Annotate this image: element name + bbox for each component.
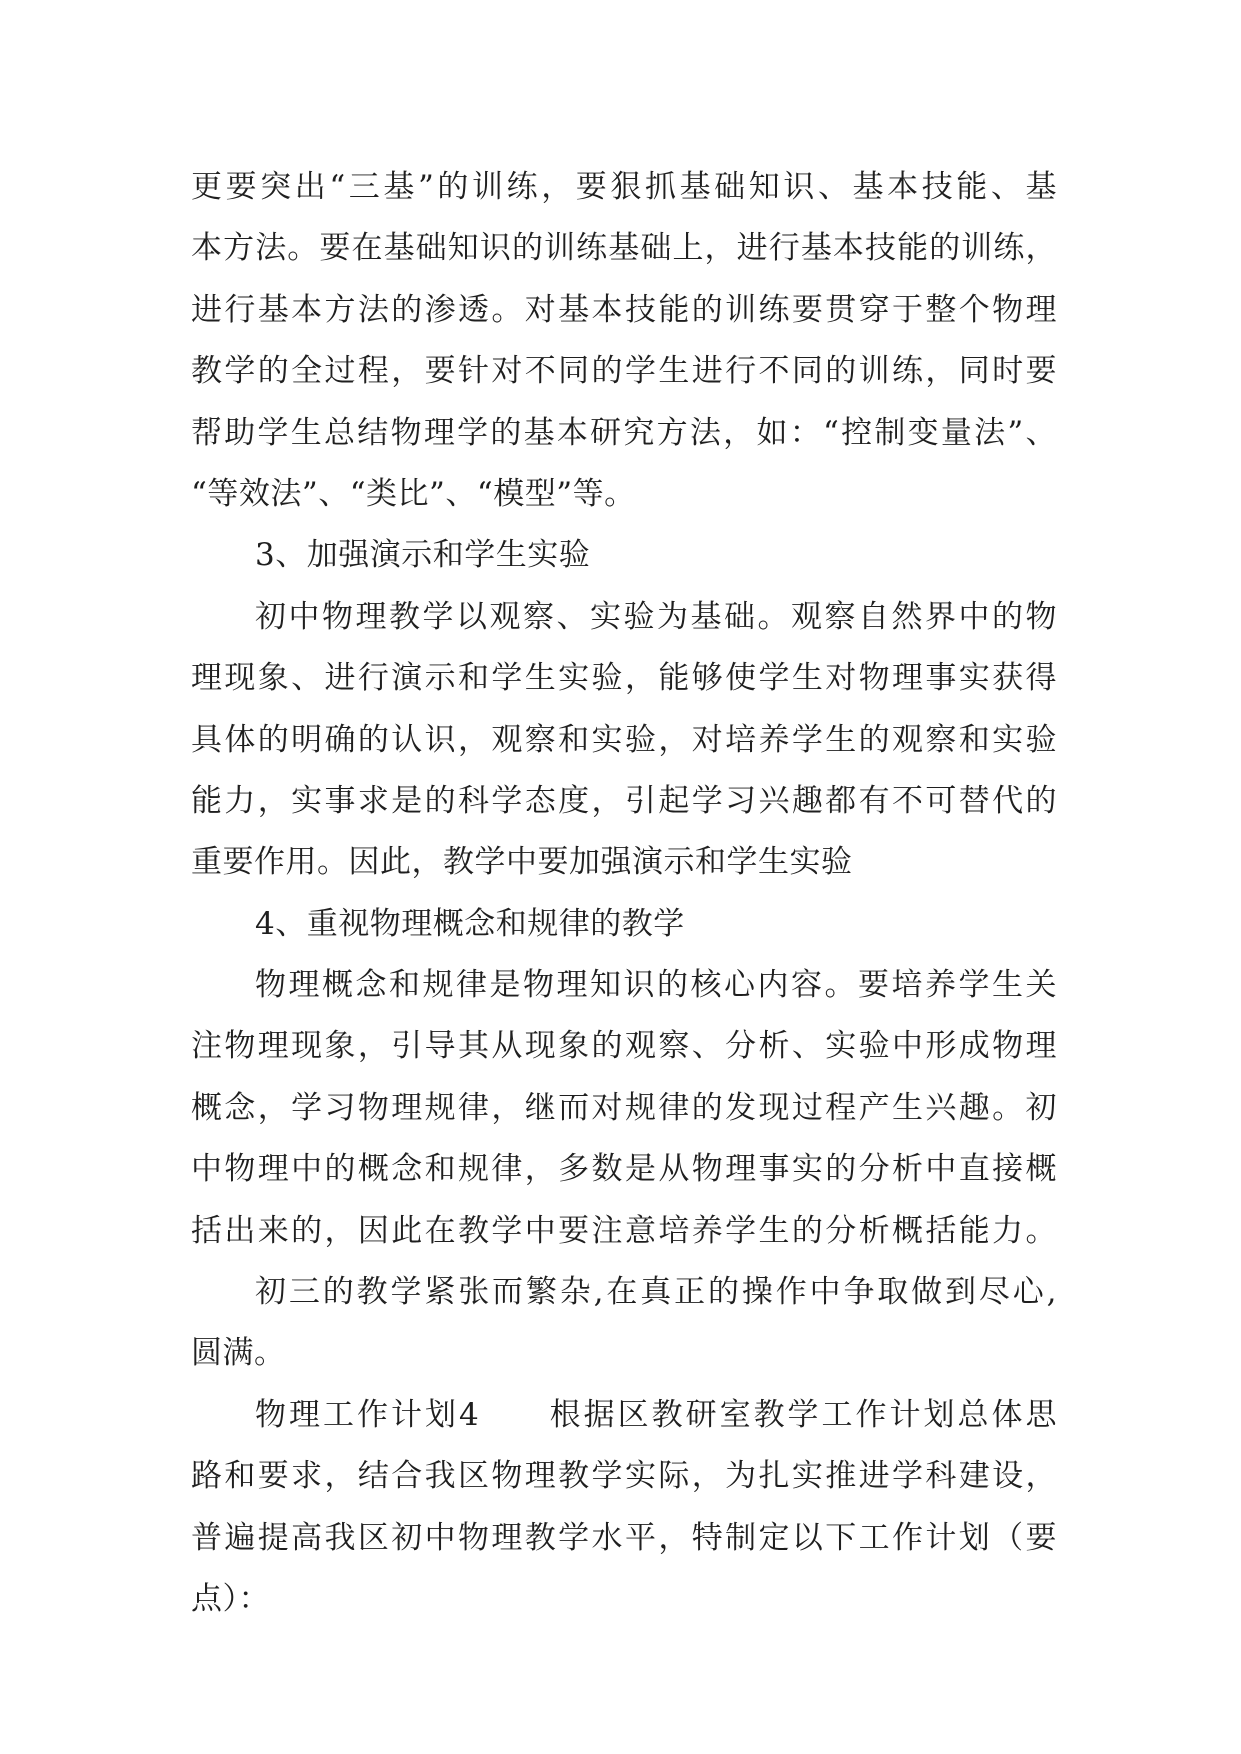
text-line: 点）： [191,1580,270,1617]
text-line: 重要作用。因此，教学中要加强演示和学生实验 [191,844,853,881]
text-line: 路和要求，结合我区物理教学实际，为扎实推进学科建设， [191,1458,1057,1495]
text-line: 理现象、进行演示和学生实验，能够使学生对物理事实获得 [191,660,1057,697]
text-line: 注物理现象，引导其从现象的观察、分析、实验中形成物理 [191,1028,1057,1065]
text-line: 概念，学习物理规律，继而对规律的发现过程产生兴趣。初 [191,1089,1057,1126]
text-line: 初三的教学紧张而繁杂,在真正的操作中争取做到尽心, [255,1274,1057,1311]
text-line: 初中物理教学以观察、实验为基础。观察自然界中的物 [255,598,1057,635]
text-line: 本方法。要在基础知识的训练基础上，进行基本技能的训练， [191,230,1057,267]
text-line: “等效法”、“类比”、“模型”等。 [191,475,636,512]
text-line: 教学的全过程，要针对不同的学生进行不同的训练，同时要 [191,353,1057,390]
text-line: 普遍提高我区初中物理教学水平，特制定以下工作计划（要 [191,1519,1057,1556]
text-line: 更要突出“三基”的训练，要狠抓基础知识、基本技能、基 [191,169,1057,205]
document-page [191,157,1057,1630]
text-line: 物理概念和规律是物理知识的核心内容。要培养学生关 [255,967,1057,1004]
text-line: 能力，实事求是的科学态度，引起学习兴趣都有不可替代的 [191,782,1057,819]
text-line: 中物理中的概念和规律，多数是从物理事实的分析中直接概 [191,1151,1057,1188]
section-heading: 4、重视物理概念和规律的教学 [255,905,685,942]
text-line: 进行基本方法的渗透。对基本技能的训练要贯穿于整个物理 [191,291,1057,328]
text-line: 物理工作计划4 根据区教研室教学工作计划总体思 [255,1396,1057,1433]
text-line: 圆满。 [191,1335,286,1372]
section-heading: 3、加强演示和学生实验 [255,537,591,574]
text-line: 帮助学生总结物理学的基本研究方法，如：“控制变量法”、 [191,414,1057,451]
text-line: 括出来的，因此在教学中要注意培养学生的分析概括能力。 [191,1212,1057,1249]
text-line: 具体的明确的认识，观察和实验，对培养学生的观察和实验 [191,721,1057,758]
